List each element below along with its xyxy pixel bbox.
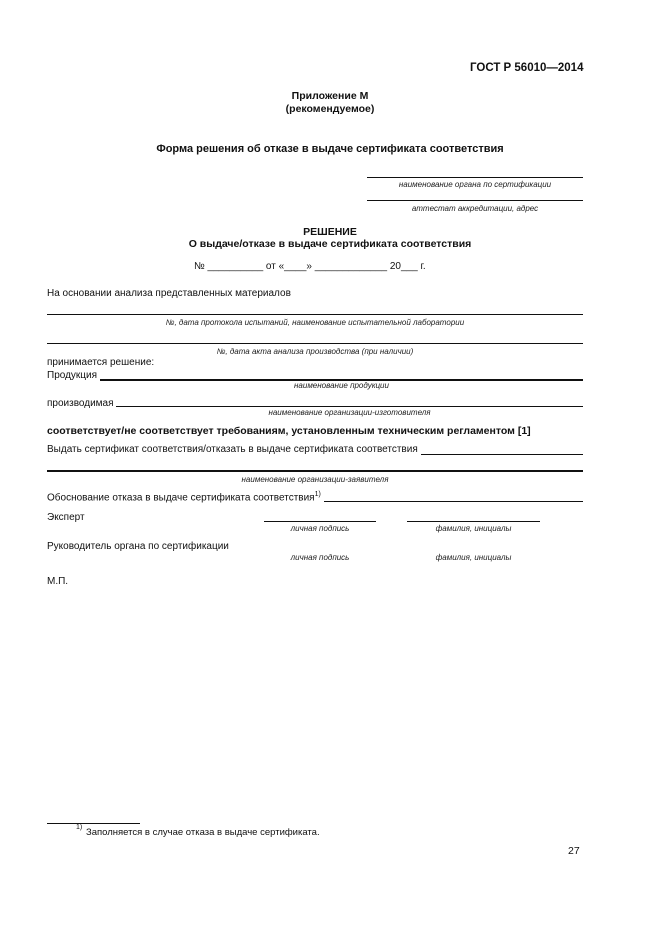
expert-name-line <box>407 521 540 522</box>
accreditation-caption: аттестат аккредитации, адрес <box>411 204 539 213</box>
manufacturer-line <box>116 406 583 407</box>
refusal-basis <box>47 491 321 503</box>
decision-heading: РЕШЕНИЕ <box>303 226 357 238</box>
refusal-note-mark: 1) <box>314 491 321 498</box>
applicant-line <box>47 470 583 472</box>
expert-signature-caption: личная подпись <box>290 524 350 533</box>
decision-made-text: принимается решение: <box>47 357 155 368</box>
seal-mark: М.П. <box>47 576 69 587</box>
product-caption: наименование продукции <box>294 381 389 390</box>
issue-text: Выдать сертификат соответствия/отказать в выдаче сертификата соответствия <box>47 444 418 455</box>
manufactured-label: производимая <box>47 398 114 409</box>
date-blank: _____________ <box>314 261 388 272</box>
expert-name-caption: фамилия, инициалы <box>435 524 512 533</box>
organ-name-caption: наименование органа по сертификации <box>398 180 552 189</box>
organ-name-line <box>367 177 583 178</box>
head-name-caption: фамилия, инициалы <box>435 553 512 562</box>
appendix-status: (рекомендуемое) <box>285 103 375 115</box>
protocol-caption: №, дата протокола испытаний, наименование испытательной лаборатории <box>165 318 465 327</box>
applicant-caption: наименование организации-заявителя <box>241 475 389 484</box>
date-from: от «____» <box>265 261 312 272</box>
standard-header: ГОСТ Р 56010—2014 <box>470 62 584 74</box>
decision-number-line <box>194 261 426 272</box>
accreditation-line <box>367 200 583 201</box>
footnote-text: Заполняется в случае отказа в выдаче сертификата. <box>86 827 320 838</box>
footnote-separator <box>47 823 140 824</box>
product-label: Продукция <box>47 370 98 381</box>
act-caption: №, дата акта анализа производства (при наличии) <box>216 347 414 356</box>
manufacturer-caption: наименование организации-изготовителя <box>268 408 431 417</box>
protocol-line <box>47 314 583 315</box>
compliance-text: соответствует/не соответствует требованиям, установленным техническим регламентом [1] <box>47 425 531 437</box>
page-number: 27 <box>568 845 580 857</box>
basis-text: На основании анализа представленных материалов <box>47 288 291 299</box>
expert-signature-line <box>264 521 376 522</box>
refusal-basis-text: Обоснование отказа в выдаче сертификата соответствия <box>47 492 315 504</box>
number-blank: __________ <box>207 261 264 272</box>
appendix-title: Приложение М <box>291 90 369 102</box>
act-line <box>47 343 583 344</box>
footnote-mark: 1) <box>76 824 83 831</box>
number-prefix: № <box>194 261 205 272</box>
decision-subheading: О выдаче/отказе в выдаче сертификата соответствия <box>188 238 472 250</box>
refusal-line <box>324 501 583 502</box>
form-title: Форма решения об отказе в выдаче сертификата соответствия <box>156 143 504 155</box>
head-label: Руководитель органа по сертификации <box>47 541 229 552</box>
expert-label: Эксперт <box>47 512 85 523</box>
issue-line <box>421 454 583 455</box>
head-signature-caption: личная подпись <box>290 553 350 562</box>
year: 20___ г. <box>389 261 426 272</box>
